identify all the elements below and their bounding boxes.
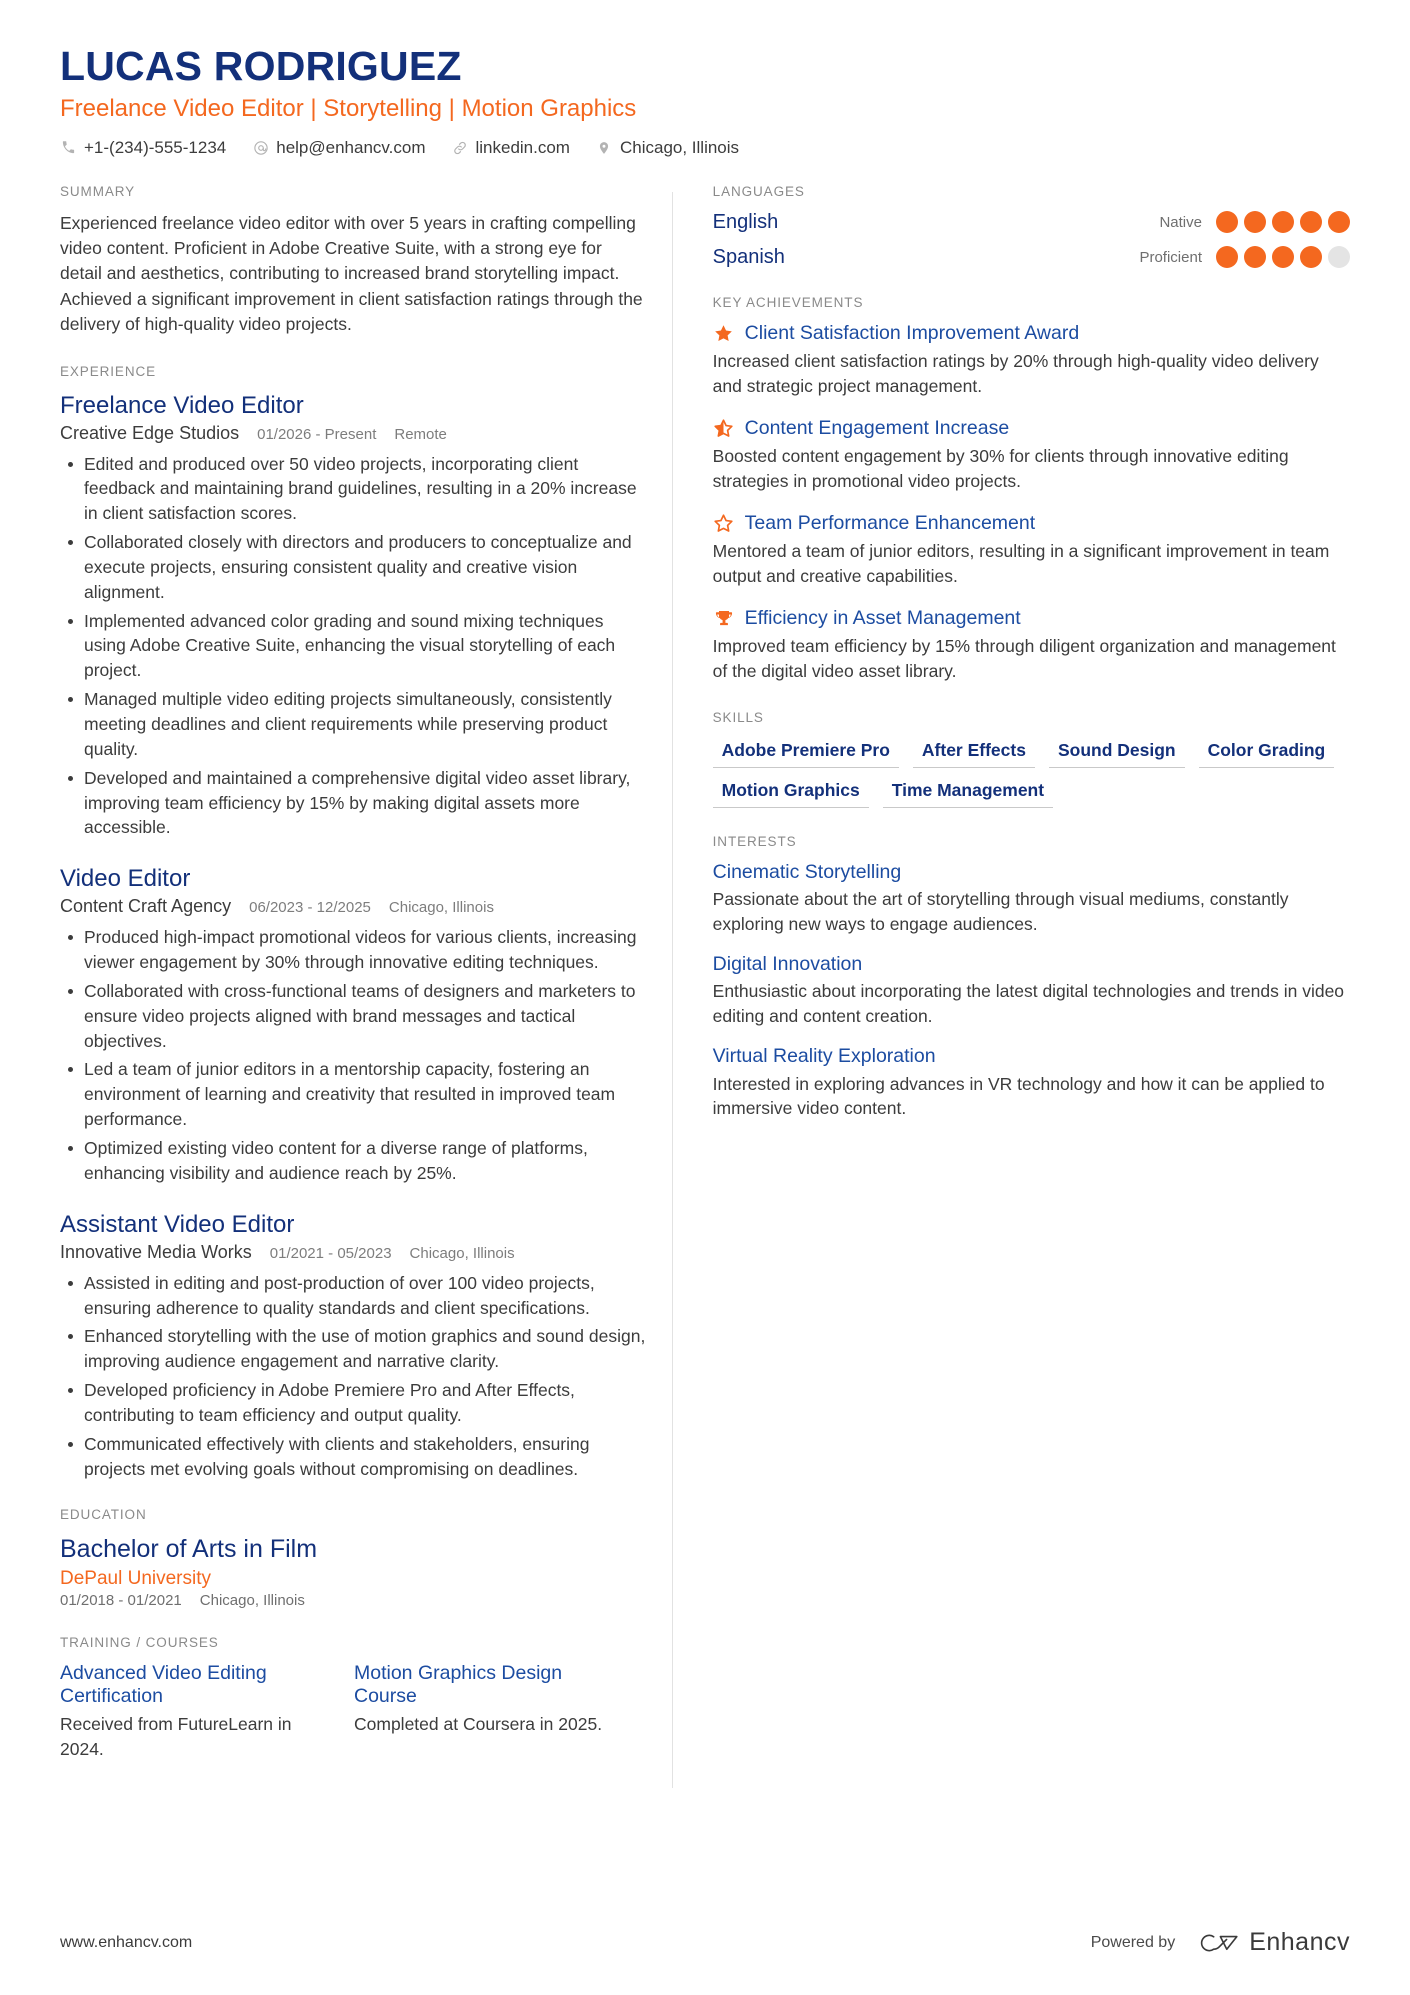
achievement-head xyxy=(713,607,1350,630)
location-pin-icon xyxy=(596,139,613,156)
language-level: Proficient xyxy=(1139,248,1202,266)
rating-dot-filled xyxy=(1300,246,1322,268)
job-dates: 06/2023 - 12/2025 xyxy=(249,899,371,917)
achievement-title: Efficiency in Asset Management xyxy=(744,606,1021,629)
candidate-name: LUCAS RODRIGUEZ xyxy=(60,43,462,89)
language-name: English xyxy=(712,210,779,233)
training-desc: Received from FutureLearn in 2024. xyxy=(60,1714,292,1760)
email-icon xyxy=(252,139,269,156)
rating-dot-filled xyxy=(1216,246,1238,268)
contact-row xyxy=(60,138,1350,158)
job-bullet: Edited and produced over 50 video projects, incorporating client feedback and maintaining brand guidelines, resulting in a 20% increase in client satisfaction scores. xyxy=(60,452,648,527)
achievement-head xyxy=(713,322,1350,345)
training-title: Advanced Video Editing Certification xyxy=(60,1661,267,1708)
job-bullet: Led a team of junior editors in a mentorship capacity, fostering an environment of learning and creativity that resulted in improved team performance. xyxy=(60,1057,648,1132)
rating-dot-empty xyxy=(1328,246,1350,268)
training-desc: Completed at Coursera in 2025. xyxy=(354,1714,603,1735)
job-location: Chicago, Illinois xyxy=(388,899,494,917)
interests-section-label: INTERESTS xyxy=(712,834,797,850)
trophy-icon xyxy=(713,608,735,630)
interest-item xyxy=(713,1045,1350,1121)
training-item xyxy=(354,1662,648,1762)
education-dates: 01/2018 - 01/2021 xyxy=(60,1591,182,1609)
resume-footer xyxy=(60,1928,1350,1957)
experience-item xyxy=(60,391,648,841)
education-item xyxy=(60,1534,648,1608)
achievement-item xyxy=(713,607,1350,684)
job-meta xyxy=(60,423,648,444)
education-school: DePaul University xyxy=(60,1567,211,1589)
achievement-desc: Mentored a team of junior editors, resulting in a significant improvement in team output and creative capabilities. xyxy=(712,541,1330,587)
education-location: Chicago, Illinois xyxy=(199,1591,305,1609)
language-item xyxy=(713,246,1350,269)
link-icon xyxy=(451,139,468,156)
job-bullet: Assisted in editing and post-production of over 100 video projects, ensuring adherence to quality standards and client specifications. xyxy=(60,1271,648,1321)
job-bullet: Managed multiple video editing projects simultaneously, consistently meeting deadlines and client requirements while preserving product quality. xyxy=(60,687,648,762)
achievement-desc: Improved team efficiency by 15% through diligent organization and management of the digital video asset library. xyxy=(712,636,1336,682)
candidate-headline: Freelance Video Editor | Storytelling | Motion Graphics xyxy=(60,94,637,122)
job-location: Remote xyxy=(394,425,447,443)
job-dates: 01/2026 - Present xyxy=(257,425,377,443)
skill-tag: Color Grading xyxy=(1199,737,1335,768)
achievement-head xyxy=(713,417,1350,440)
contact-link[interactable] xyxy=(451,138,570,158)
skill-tag: Motion Graphics xyxy=(713,777,869,808)
interest-item xyxy=(713,953,1350,1029)
interest-desc: Passionate about the art of storytelling through visual mediums, constantly exploring new ways to engage audiences. xyxy=(712,889,1289,935)
interest-title: Digital Innovation xyxy=(712,953,863,976)
enhancv-wordmark: Enhancv xyxy=(1249,1928,1350,1956)
interest-title: Virtual Reality Exploration xyxy=(712,1045,936,1068)
job-dates: 01/2021 - 05/2023 xyxy=(269,1244,392,1262)
footer-branding xyxy=(1091,1928,1350,1957)
achievement-item xyxy=(713,417,1350,494)
language-item xyxy=(713,211,1350,234)
language-rating-dots xyxy=(1216,246,1350,268)
contact-phone-text: +1-(234)-555-1234 xyxy=(84,137,227,157)
education-section-label: EDUCATION xyxy=(60,1507,147,1523)
phone-icon xyxy=(60,139,77,156)
languages-section-label: LANGUAGES xyxy=(712,183,805,199)
job-bullet: Enhanced storytelling with the use of motion graphics and sound design, improving audience engagement and narrative clarity. xyxy=(60,1324,648,1374)
rating-dot-filled xyxy=(1300,211,1322,233)
rating-dot-filled xyxy=(1272,246,1294,268)
achievements-section-label: KEY ACHIEVEMENTS xyxy=(712,294,864,310)
section-achievements xyxy=(713,295,1350,684)
resume-header xyxy=(60,44,1350,158)
job-bullets xyxy=(60,452,648,841)
achievement-desc: Increased client satisfaction ratings by 20% through high-quality video delivery and strategic project management. xyxy=(712,351,1319,396)
contact-location xyxy=(596,138,739,158)
star-half-icon xyxy=(713,417,735,439)
experience-section-label: EXPERIENCE xyxy=(60,363,157,379)
footer-website-url[interactable]: www.enhancv.com xyxy=(60,1933,193,1951)
achievement-item xyxy=(713,322,1350,399)
job-bullet: Developed proficiency in Adobe Premiere Pro and After Effects, contributing to team efficiency and output quality. xyxy=(60,1378,648,1428)
star-filled-icon xyxy=(713,322,735,344)
rating-dot-filled xyxy=(1272,211,1294,233)
skills-section-label: SKILLS xyxy=(712,710,764,726)
contact-email[interactable] xyxy=(252,138,425,158)
language-rating-dots xyxy=(1216,211,1350,233)
training-section-label: TRAINING / COURSES xyxy=(60,1634,219,1650)
contact-email-text: help@enhancv.com xyxy=(276,137,426,157)
job-bullet: Implemented advanced color grading and sound mixing techniques using Adobe Creative Suite, enhancing the visual storytelling of each project. xyxy=(60,609,648,684)
interest-desc: Enthusiastic about incorporating the latest digital technologies and trends in video editing and content creation. xyxy=(712,981,1345,1027)
job-title: Video Editor xyxy=(60,865,191,893)
section-skills xyxy=(713,710,1350,808)
skill-tag: Sound Design xyxy=(1049,737,1185,768)
job-bullet: Developed and maintained a comprehensive digital video asset library, improving team efficiency by 15% by making digital assets more accessible. xyxy=(60,766,648,841)
experience-item xyxy=(60,1210,648,1482)
contact-link-text: linkedin.com xyxy=(475,137,570,157)
job-bullet: Communicated effectively with clients and stakeholders, ensuring projects met evolving goals without compromising on deadlines. xyxy=(60,1432,648,1482)
contact-location-text: Chicago, Illinois xyxy=(619,137,740,157)
job-meta xyxy=(60,896,648,917)
section-interests xyxy=(713,834,1350,1121)
rating-dot-filled xyxy=(1328,211,1350,233)
job-company: Innovative Media Works xyxy=(60,1241,252,1262)
rating-dot-filled xyxy=(1244,246,1266,268)
job-bullets xyxy=(60,925,648,1185)
interest-desc: Interested in exploring advances in VR technology and how it can be applied to immersive video content. xyxy=(712,1073,1325,1119)
job-bullet: Produced high-impact promotional videos for various clients, increasing viewer engagement by 30% through innovative editing techniques. xyxy=(60,925,648,975)
section-education xyxy=(60,1507,648,1608)
summary-text: Experienced freelance video editor with over 5 years in crafting compelling video content. Proficient in Adobe Creative Suite, with a strong eye for detail and aesthetics, contributing to increased brand storytelling impact. Achieved a significant improvement in client satisfaction ratings through the delivery of high-quality video projects. xyxy=(60,212,643,335)
achievement-head xyxy=(713,512,1350,535)
rating-dot-filled xyxy=(1244,211,1266,233)
interest-title: Cinematic Storytelling xyxy=(712,861,902,884)
achievement-title: Client Satisfaction Improvement Award xyxy=(744,321,1080,344)
education-meta xyxy=(60,1592,648,1609)
achievement-title: Team Performance Enhancement xyxy=(744,511,1036,534)
job-company: Creative Edge Studios xyxy=(60,422,240,443)
enhancv-logo xyxy=(1197,1928,1350,1957)
experience-item xyxy=(60,864,648,1185)
section-training xyxy=(60,1635,648,1762)
language-name: Spanish xyxy=(712,245,785,268)
job-company: Content Craft Agency xyxy=(60,896,232,917)
training-item xyxy=(60,1662,354,1762)
resume-body xyxy=(60,184,1350,1788)
training-grid xyxy=(60,1662,648,1762)
star-outline-icon xyxy=(713,513,735,535)
job-title: Freelance Video Editor xyxy=(60,391,304,419)
interest-item xyxy=(713,861,1350,937)
job-bullet: Collaborated with cross-functional teams of designers and marketers to ensure video projects aligned with brand messages and tactical objectives. xyxy=(60,979,648,1054)
right-column xyxy=(673,184,1350,1148)
language-level: Native xyxy=(1159,213,1202,231)
rating-dot-filled xyxy=(1216,211,1238,233)
summary-section-label: SUMMARY xyxy=(60,183,136,199)
job-title: Assistant Video Editor xyxy=(60,1210,295,1238)
training-title: Motion Graphics Design Course xyxy=(354,1661,563,1708)
skill-tag: After Effects xyxy=(913,737,1035,768)
powered-by-label: Powered by xyxy=(1090,1933,1176,1951)
left-column xyxy=(60,184,672,1788)
achievement-item xyxy=(713,512,1350,589)
skill-tag: Time Management xyxy=(883,777,1053,808)
job-meta xyxy=(60,1242,648,1263)
education-degree: Bachelor of Arts in Film xyxy=(60,1535,318,1564)
achievement-title: Content Engagement Increase xyxy=(744,416,1010,439)
contact-phone[interactable] xyxy=(60,138,226,158)
section-summary xyxy=(60,184,648,338)
job-bullet: Optimized existing video content for a diverse range of platforms, enhancing visibility and audience reach by 25%. xyxy=(60,1136,648,1186)
skill-tag: Adobe Premiere Pro xyxy=(713,737,899,768)
job-bullets xyxy=(60,1271,648,1482)
skills-list xyxy=(713,737,1350,808)
section-languages xyxy=(713,184,1350,269)
enhancv-mark-icon xyxy=(1197,1930,1249,1956)
section-experience xyxy=(60,364,648,1482)
job-bullet: Collaborated closely with directors and producers to conceptualize and execute projects, ensuring consistent quality and creative vision alignment. xyxy=(60,530,648,605)
achievement-desc: Boosted content engagement by 30% for clients through innovative editing strategies in promotional video projects. xyxy=(712,446,1289,492)
job-location: Chicago, Illinois xyxy=(409,1244,515,1262)
